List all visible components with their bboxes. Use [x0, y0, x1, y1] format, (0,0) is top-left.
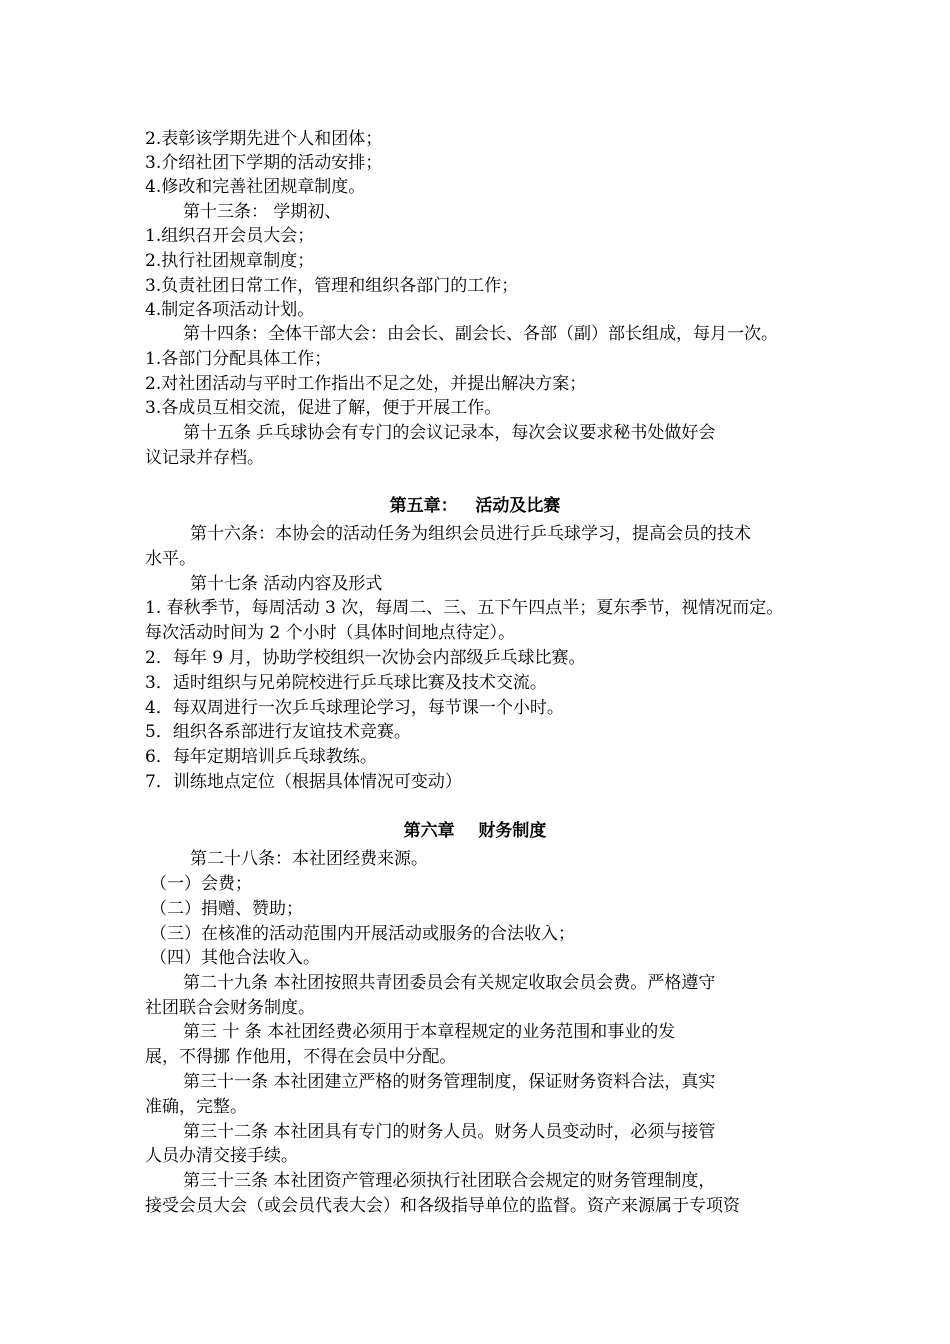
text-line: 水平。	[145, 549, 196, 569]
text-line: 4.制定各项活动计划。	[145, 300, 315, 320]
text-line: 社团联合会财务制度。	[145, 998, 315, 1018]
text-line: （四）其他合法收入。	[150, 948, 320, 968]
text-line: 人员办清交接手续。	[145, 1146, 298, 1166]
text-line: 1.组织召开会员大会；	[145, 226, 315, 246]
article-29: 第二十九条 本社团按照共青团委员会有关规定收取会员会费。严格遵守	[183, 973, 716, 993]
text-line: 4.修改和完善社团规章制度。	[145, 177, 366, 197]
article-32: 第三十二条 本社团具有专门的财务人员。财务人员变动时，必须与接管	[183, 1122, 716, 1142]
text-line: 2.表彰该学期先进个人和团体；	[145, 129, 383, 149]
text-line: 5．组织各系部进行友谊技术竞赛。	[145, 722, 411, 742]
text-line: 展，不得挪 作他用，不得在会员中分配。	[145, 1047, 457, 1067]
text-line: 3．适时组织与兄弟院校进行乒乓球比赛及技术交流。	[145, 673, 547, 693]
text-line: 6．每年定期培训乒乓球教练。	[145, 747, 377, 767]
text-line: （三）在核准的活动范围内开展活动或服务的合法收入；	[150, 924, 575, 944]
article-15: 第十五条 乒乓球协会有专门的会议记录本，每次会议要求秘书处做好会	[183, 423, 716, 443]
article-28-heading: 第二十八条：本社团经费来源。	[190, 849, 428, 869]
text-line: 4．每双周进行一次乒乓球理论学习，每节课一个小时。	[145, 698, 564, 718]
text-line: 准确，完整。	[145, 1097, 247, 1117]
text-line: 3.负责社团日常工作，管理和组织各部门的工作；	[145, 276, 519, 296]
text-line: 2．每年 9 月，协助学校组织一次协会内部级乒乓球比赛。	[145, 648, 586, 668]
text-line: 3.介绍社团下学期的活动安排；	[145, 153, 383, 173]
text-line: （二）捐赠、赞助；	[150, 899, 303, 919]
article-31: 第三十一条 本社团建立严格的财务管理制度，保证财务资料合法，真实	[183, 1072, 716, 1092]
text-line: 2.对社团活动与平时工作指出不足之处，并提出解决方案；	[145, 374, 587, 394]
article-17-heading: 第十七条 活动内容及形式	[190, 574, 383, 594]
article-30: 第三 十 条 本社团经费必须用于本章程规定的业务范围和事业的发	[183, 1022, 676, 1042]
text-line: （一）会费；	[150, 874, 252, 894]
text-line: 3.各成员互相交流，促进了解，便于开展工作。	[145, 398, 502, 418]
text-line: 议记录并存档。	[145, 448, 264, 468]
text-line: 7．训练地点定位（根据具体情况可变动）	[145, 772, 462, 792]
text-line: 1. 春秋季节，每周活动 3 次，每周二、三、五下午四点半；夏东季节，视情况而定。	[145, 598, 784, 618]
text-line: 1.各部门分配具体工作；	[145, 349, 332, 369]
article-16: 第十六条：本协会的活动任务为组织会员进行乒乓球学习，提高会员的技术	[190, 524, 751, 544]
article-14-heading: 第十四条：全体干部大会：由会长、副会长、各部（副）部长组成，每月一次。	[183, 324, 778, 344]
text-line: 2.执行社团规章制度；	[145, 251, 315, 271]
text-line: 接受会员大会（或会员代表大会）和各级指导单位的监督。资产来源属于专项资	[145, 1196, 740, 1216]
article-33: 第三十三条 本社团资产管理必须执行社团联合会规定的财务管理制度，	[183, 1171, 716, 1191]
text-line: 每次活动时间为 2 个小时（具体时间地点待定）。	[145, 623, 516, 643]
article-13-heading: 第十三条： 学期初、	[183, 202, 342, 222]
chapter-6-title: 第六章 财务制度	[403, 821, 547, 841]
chapter-5-title: 第五章： 活动及比赛	[389, 496, 561, 516]
